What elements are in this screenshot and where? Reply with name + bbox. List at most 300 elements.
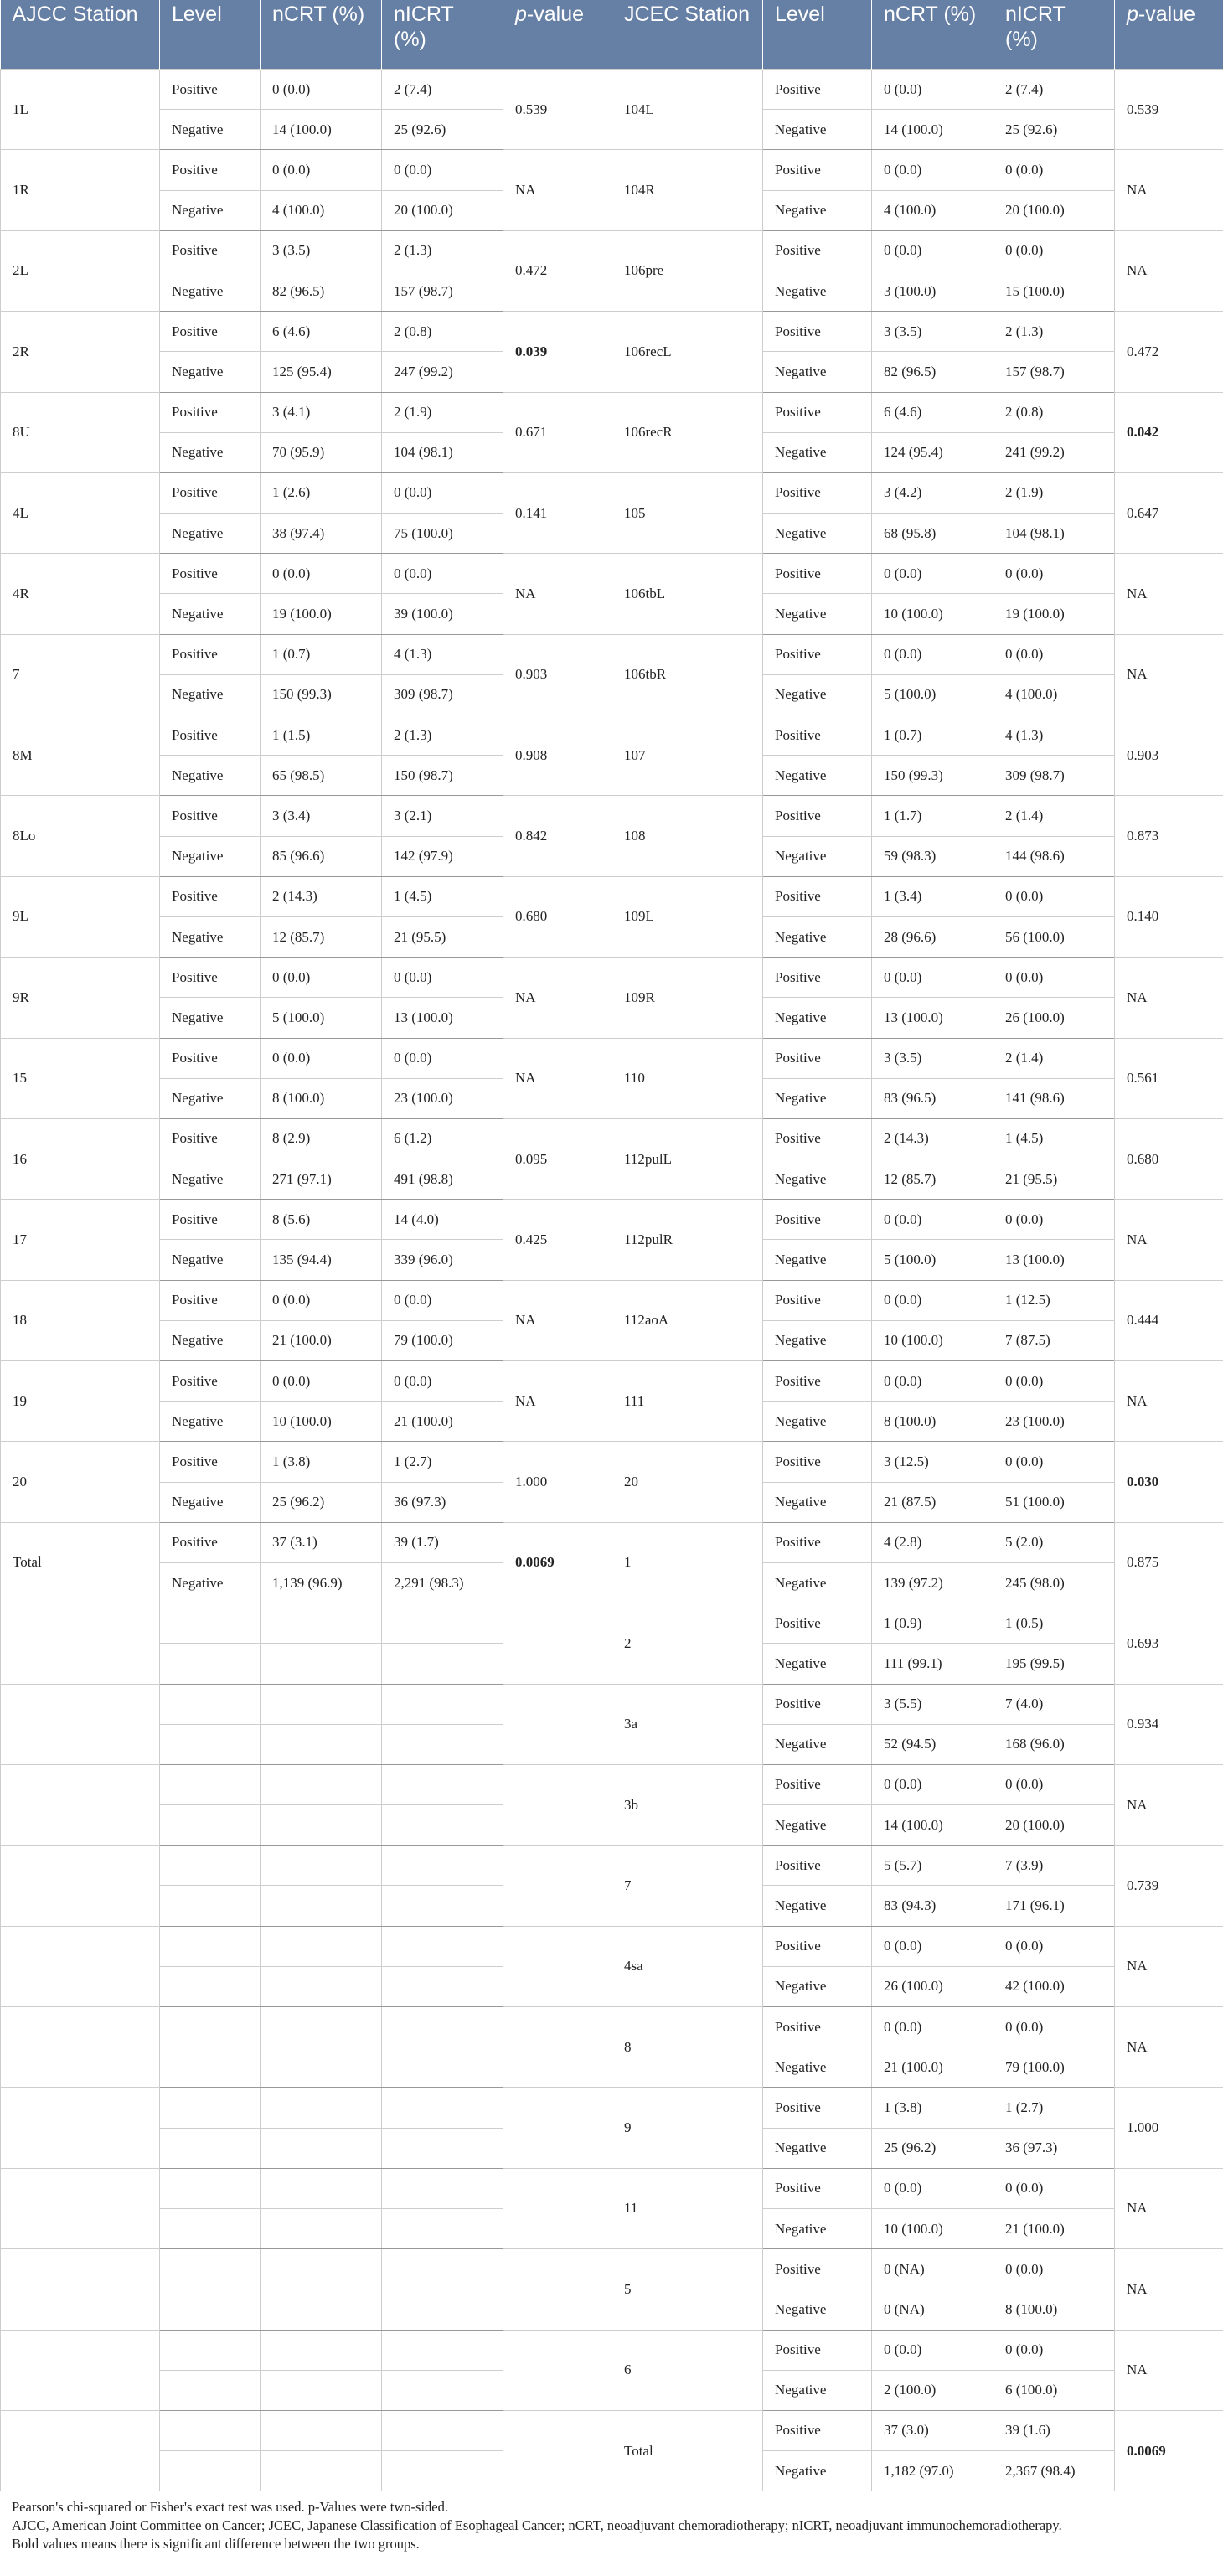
level-cell: Negative [763,594,872,634]
empty-cell [261,1724,382,1764]
nicrt-cell: 104 (98.1) [993,514,1115,554]
p-value-cell [503,2330,612,2410]
empty-cell [382,2168,503,2208]
nicrt-cell: 19 (100.0) [993,594,1115,634]
level-cell: Negative [160,674,261,715]
ajcc-station-cell [1,1926,160,2006]
header-level-right: Level [763,0,872,70]
ncrt-cell: 10 (100.0) [872,594,993,634]
level-cell: Negative [160,594,261,634]
level-cell: Negative [763,432,872,472]
empty-cell [160,2208,261,2248]
level-cell: Positive [763,876,872,916]
table-row-positive [1,876,1223,916]
empty-cell [160,1644,261,1684]
ncrt-cell: 1 (0.7) [872,715,993,756]
empty-cell [382,2330,503,2370]
level-cell: Negative [160,998,261,1038]
level-cell: Positive [763,150,872,190]
empty-cell [160,2047,261,2088]
jcec-station-cell: 1 [612,1522,763,1603]
ncrt-cell: 0 (0.0) [872,2330,993,2370]
p-value-cell: 1.000 [503,1442,612,1522]
nicrt-cell: 0 (0.0) [382,958,503,998]
ajcc-station-cell: 4L [1,472,160,553]
level-cell: Negative [763,514,872,554]
level-cell: Positive [763,796,872,836]
p-value-cell: NA [503,1038,612,1118]
jcec-station-cell: 109R [612,958,763,1038]
level-cell: Negative [763,756,872,796]
level-cell: Negative [160,916,261,957]
table-row-positive [1,1684,1223,1724]
nicrt-cell: 0 (0.0) [993,2168,1115,2208]
empty-cell [382,1886,503,1926]
p-value-cell: NA [1115,1200,1223,1280]
ncrt-cell: 5 (100.0) [261,998,382,1038]
nicrt-cell: 13 (100.0) [382,998,503,1038]
table-row-positive [1,2410,1223,2450]
nicrt-cell: 42 (100.0) [993,1966,1115,2006]
level-cell: Positive [763,554,872,594]
level-cell: Positive [763,1442,872,1482]
nicrt-cell: 0 (0.0) [993,2007,1115,2047]
table-row-positive [1,230,1223,271]
ncrt-cell: 150 (99.3) [872,756,993,796]
nicrt-cell: 1 (12.5) [993,1280,1115,1320]
level-cell: Positive [160,554,261,594]
empty-cell [160,2128,261,2168]
ajcc-station-cell [1,2088,160,2168]
empty-cell [261,1684,382,1724]
p-suffix: -value [1138,3,1195,26]
empty-cell [160,1966,261,2006]
level-cell: Negative [160,1482,261,1522]
level-cell: Positive [160,1442,261,1482]
jcec-station-cell: 106tbL [612,554,763,634]
empty-cell [160,1846,261,1886]
ncrt-cell: 83 (94.3) [872,1886,993,1926]
jcec-station-cell: 3b [612,1764,763,1845]
empty-cell [382,2370,503,2410]
ncrt-cell: 3 (3.5) [261,230,382,271]
p-value-cell: NA [1115,634,1223,715]
level-cell: Negative [763,1320,872,1360]
p-value-cell: NA [503,554,612,634]
nicrt-cell: 39 (1.7) [382,1522,503,1562]
nicrt-cell: 0 (0.0) [993,230,1115,271]
level-cell: Positive [160,392,261,432]
p-value-cell: NA [1115,2330,1223,2410]
level-cell: Negative [763,1562,872,1603]
ncrt-cell: 1 (3.8) [261,1442,382,1482]
empty-cell [160,2007,261,2047]
empty-cell [160,2289,261,2330]
ncrt-cell: 8 (100.0) [872,1402,993,1442]
ncrt-cell: 1 (3.8) [872,2088,993,2128]
nicrt-cell: 0 (0.0) [382,472,503,513]
table-row-positive [1,150,1223,190]
nicrt-cell: 25 (92.6) [993,110,1115,150]
empty-cell [261,2168,382,2208]
level-cell: Positive [160,1280,261,1320]
nicrt-cell: 79 (100.0) [382,1320,503,1360]
p-value-cell: 0.671 [503,392,612,472]
ncrt-cell: 0 (0.0) [872,2007,993,2047]
empty-cell [382,1724,503,1764]
ncrt-cell: 21 (87.5) [872,1482,993,1522]
ajcc-station-cell: 19 [1,1361,160,1442]
table-row-positive [1,312,1223,352]
jcec-station-cell: 2 [612,1603,763,1684]
jcec-station-cell: 112aoA [612,1280,763,1360]
ncrt-cell: 0 (0.0) [261,1280,382,1320]
level-cell: Negative [763,352,872,392]
nicrt-cell: 0 (0.0) [993,2249,1115,2289]
p-value-cell: 0.908 [503,715,612,796]
level-cell: Positive [160,715,261,756]
p-value-cell: 0.539 [503,70,612,150]
ncrt-cell: 3 (3.4) [261,796,382,836]
level-cell: Negative [763,2451,872,2491]
ncrt-cell: 1 (0.9) [872,1603,993,1644]
nicrt-cell: 2,291 (98.3) [382,1562,503,1603]
jcec-station-cell: 8 [612,2007,763,2088]
level-cell: Positive [160,150,261,190]
ncrt-cell: 13 (100.0) [872,998,993,1038]
nicrt-cell: 2 (1.9) [993,472,1115,513]
p-italic: p [515,3,527,26]
nicrt-cell: 0 (0.0) [382,1280,503,1320]
ncrt-cell: 59 (98.3) [872,836,993,876]
nicrt-cell: 2 (1.3) [382,715,503,756]
jcec-station-cell: 112pulL [612,1118,763,1199]
level-cell: Positive [160,634,261,674]
level-cell: Positive [763,2007,872,2047]
ajcc-station-cell [1,2168,160,2248]
p-value-cell: NA [1115,958,1223,1038]
ncrt-cell: 6 (4.6) [872,392,993,432]
ajcc-station-cell: Total [1,1522,160,1603]
level-cell: Positive [763,2168,872,2208]
header-p-value-left [503,0,612,70]
ncrt-cell: 37 (3.1) [261,1522,382,1562]
nicrt-cell: 339 (96.0) [382,1240,503,1280]
ncrt-cell: 26 (100.0) [872,1966,993,2006]
empty-cell [382,1966,503,2006]
level-cell: Negative [160,352,261,392]
level-cell: Negative [160,432,261,472]
jcec-station-cell: 109L [612,876,763,957]
empty-cell [382,2410,503,2450]
table-row-positive [1,1200,1223,1240]
level-cell: Positive [763,1684,872,1724]
nicrt-cell: 5 (2.0) [993,1522,1115,1562]
jcec-station-cell: 11 [612,2168,763,2248]
empty-cell [382,2088,503,2128]
ncrt-cell: 0 (0.0) [872,1361,993,1402]
p-value-cell: NA [1115,554,1223,634]
p-value-cell: 0.903 [1115,715,1223,796]
level-cell: Positive [763,2088,872,2128]
p-value-cell: NA [1115,1361,1223,1442]
ajcc-station-cell: 18 [1,1280,160,1360]
nicrt-cell: 491 (98.8) [382,1159,503,1200]
jcec-station-cell: 106tbR [612,634,763,715]
level-cell: Positive [160,312,261,352]
level-cell: Positive [763,958,872,998]
ncrt-cell: 0 (0.0) [872,150,993,190]
level-cell: Positive [763,2249,872,2289]
ncrt-cell: 4 (100.0) [872,190,993,230]
ncrt-cell: 3 (100.0) [872,271,993,311]
nicrt-cell: 157 (98.7) [382,271,503,311]
p-value-cell: 0.539 [1115,70,1223,150]
level-cell: Negative [160,1402,261,1442]
empty-cell [160,1886,261,1926]
level-cell: Negative [763,836,872,876]
jcec-station-cell: 5 [612,2249,763,2330]
ncrt-cell: 271 (97.1) [261,1159,382,1200]
p-value-cell: 0.472 [503,230,612,311]
nicrt-cell: 2 (0.8) [993,392,1115,432]
nicrt-cell: 2 (1.3) [382,230,503,271]
header-nicrt-left: nICRT (%) [382,0,503,70]
nicrt-cell: 309 (98.7) [382,674,503,715]
nicrt-cell: 13 (100.0) [993,1240,1115,1280]
level-cell: Negative [763,1724,872,1764]
p-value-cell: 0.472 [1115,312,1223,392]
nicrt-cell: 168 (96.0) [993,1724,1115,1764]
p-value-cell: 0.680 [503,876,612,957]
jcec-station-cell: 4sa [612,1926,763,2006]
nicrt-cell: 56 (100.0) [993,916,1115,957]
empty-cell [160,2168,261,2208]
empty-cell [160,2249,261,2289]
empty-cell [261,1886,382,1926]
ajcc-station-cell: 9R [1,958,160,1038]
nicrt-cell: 2 (0.8) [382,312,503,352]
empty-cell [261,1926,382,1966]
jcec-station-cell: 20 [612,1442,763,1522]
empty-cell [261,2047,382,2088]
ncrt-cell: 14 (100.0) [872,1805,993,1846]
empty-cell [261,1764,382,1804]
nicrt-cell: 150 (98.7) [382,756,503,796]
ncrt-cell: 0 (0.0) [872,1280,993,1320]
ncrt-cell: 5 (5.7) [872,1846,993,1886]
level-cell: Negative [160,271,261,311]
ncrt-cell: 19 (100.0) [261,594,382,634]
ajcc-station-cell [1,2007,160,2088]
table-row-positive [1,1846,1223,1886]
level-cell: Positive [160,1038,261,1078]
ncrt-cell: 0 (0.0) [872,2168,993,2208]
nicrt-cell: 20 (100.0) [993,190,1115,230]
p-suffix: -value [526,3,584,26]
nicrt-cell: 0 (0.0) [993,1442,1115,1482]
ncrt-cell: 3 (4.2) [872,472,993,513]
p-value-cell: 0.873 [1115,796,1223,876]
nicrt-cell: 1 (2.7) [382,1442,503,1482]
level-cell: Negative [763,998,872,1038]
ajcc-station-cell [1,1846,160,1926]
jcec-station-cell: 3a [612,1684,763,1764]
jcec-station-cell: 104L [612,70,763,150]
ncrt-cell: 0 (0.0) [261,1038,382,1078]
ncrt-cell: 3 (12.5) [872,1442,993,1482]
empty-cell [382,2007,503,2047]
p-value-cell: NA [1115,2168,1223,2248]
nicrt-cell: 1 (4.5) [993,1118,1115,1159]
p-value-cell [503,2249,612,2330]
nicrt-cell: 14 (4.0) [382,1200,503,1240]
nicrt-cell: 0 (0.0) [993,1200,1115,1240]
table-row-positive [1,1280,1223,1320]
ncrt-cell: 8 (100.0) [261,1078,382,1118]
empty-cell [382,1926,503,1966]
empty-cell [261,2451,382,2491]
ncrt-cell: 4 (100.0) [261,190,382,230]
ajcc-station-cell: 17 [1,1200,160,1280]
empty-cell [382,1764,503,1804]
empty-cell [261,2249,382,2289]
table-row-positive [1,1361,1223,1402]
header-p-value-right [1115,0,1223,70]
jcec-station-cell: 107 [612,715,763,796]
table-row-positive [1,634,1223,674]
empty-cell [160,1805,261,1846]
level-cell: Negative [160,836,261,876]
ajcc-station-cell [1,2249,160,2330]
empty-cell [382,2208,503,2248]
ajcc-station-cell: 15 [1,1038,160,1118]
p-value-cell [503,2410,612,2491]
level-cell: Positive [160,1118,261,1159]
empty-cell [261,2007,382,2047]
ncrt-cell: 0 (0.0) [261,150,382,190]
nicrt-cell: 4 (1.3) [993,715,1115,756]
level-cell: Negative [160,1078,261,1118]
header-ajcc-station: AJCC Station [1,0,160,70]
ncrt-cell: 1 (1.5) [261,715,382,756]
level-cell: Negative [160,190,261,230]
nicrt-cell: 4 (1.3) [382,634,503,674]
ajcc-station-cell: 7 [1,634,160,715]
empty-cell [382,2451,503,2491]
ajcc-station-cell: 4R [1,554,160,634]
empty-cell [261,2088,382,2128]
ncrt-cell: 2 (100.0) [872,2370,993,2410]
p-italic: p [1127,3,1138,26]
level-cell: Negative [763,1240,872,1280]
level-cell: Negative [763,1402,872,1442]
ncrt-cell: 1,139 (96.9) [261,1562,382,1603]
level-cell: Negative [763,2289,872,2330]
nicrt-cell: 2 (1.9) [382,392,503,432]
jcec-station-cell: Total [612,2410,763,2491]
p-value-cell: NA [503,958,612,1038]
empty-cell [261,1603,382,1644]
ncrt-cell: 25 (96.2) [261,1482,382,1522]
p-value-cell [503,1603,612,1684]
nicrt-cell: 23 (100.0) [382,1078,503,1118]
ncrt-cell: 139 (97.2) [872,1562,993,1603]
empty-cell [261,2289,382,2330]
empty-cell [261,2370,382,2410]
table-body [1,70,1223,2491]
nicrt-cell: 2 (7.4) [382,70,503,110]
level-cell: Negative [763,1644,872,1684]
level-cell: Positive [160,958,261,998]
nicrt-cell: 1 (0.5) [993,1603,1115,1644]
p-value-cell [503,1684,612,1764]
nicrt-cell: 309 (98.7) [993,756,1115,796]
ncrt-cell: 6 (4.6) [261,312,382,352]
empty-cell [160,1724,261,1764]
table-row-positive [1,1764,1223,1804]
nicrt-cell: 39 (100.0) [382,594,503,634]
jcec-station-cell: 9 [612,2088,763,2168]
ncrt-cell: 0 (0.0) [872,1200,993,1240]
ncrt-cell: 85 (96.6) [261,836,382,876]
nicrt-cell: 0 (0.0) [382,1038,503,1078]
nicrt-cell: 3 (2.1) [382,796,503,836]
ncrt-cell: 5 (100.0) [872,674,993,715]
header-jcec-station: JCEC Station [612,0,763,70]
p-value-cell: NA [503,1280,612,1360]
level-cell: Positive [763,1118,872,1159]
ncrt-cell: 0 (0.0) [872,230,993,271]
level-cell: Positive [160,1522,261,1562]
ajcc-station-cell [1,2410,160,2491]
ncrt-cell: 28 (96.6) [872,916,993,957]
nicrt-cell: 171 (96.1) [993,1886,1115,1926]
p-value-cell: 0.0069 [1115,2410,1223,2491]
level-cell: Positive [763,2330,872,2370]
footnote-line: AJCC, American Joint Committee on Cancer; JCEC, Japanese Classification of Esophageal Cancer; nCRT, neoadjuvant chemoradiotherapy; nICRT, neoadjuvant immunochemoradiotherapy. [12,2517,1062,2534]
empty-cell [261,2330,382,2370]
nicrt-cell: 0 (0.0) [382,554,503,594]
level-cell: Positive [763,1361,872,1402]
level-cell: Negative [160,756,261,796]
empty-cell [261,1644,382,1684]
ajcc-station-cell [1,1764,160,1845]
empty-cell [382,1805,503,1846]
level-cell: Positive [160,472,261,513]
ncrt-cell: 150 (99.3) [261,674,382,715]
empty-cell [261,1846,382,1886]
footnote-line: Bold values means there is significant difference between the two groups. [12,2536,420,2553]
level-cell: Negative [160,514,261,554]
ncrt-cell: 10 (100.0) [872,1320,993,1360]
empty-cell [160,2330,261,2370]
table-row-positive [1,2330,1223,2370]
table-row-positive [1,2249,1223,2289]
header-level-left: Level [160,0,261,70]
nicrt-cell: 141 (98.6) [993,1078,1115,1118]
table-row-positive [1,392,1223,432]
jcec-station-cell: 105 [612,472,763,553]
nicrt-cell: 2,367 (98.4) [993,2451,1115,2491]
ajcc-station-cell: 1L [1,70,160,150]
ncrt-cell: 0 (0.0) [872,1926,993,1966]
ncrt-cell: 111 (99.1) [872,1644,993,1684]
p-value-cell: NA [1115,150,1223,230]
nicrt-cell: 6 (100.0) [993,2370,1115,2410]
level-cell: Positive [160,1361,261,1402]
level-cell: Negative [763,110,872,150]
